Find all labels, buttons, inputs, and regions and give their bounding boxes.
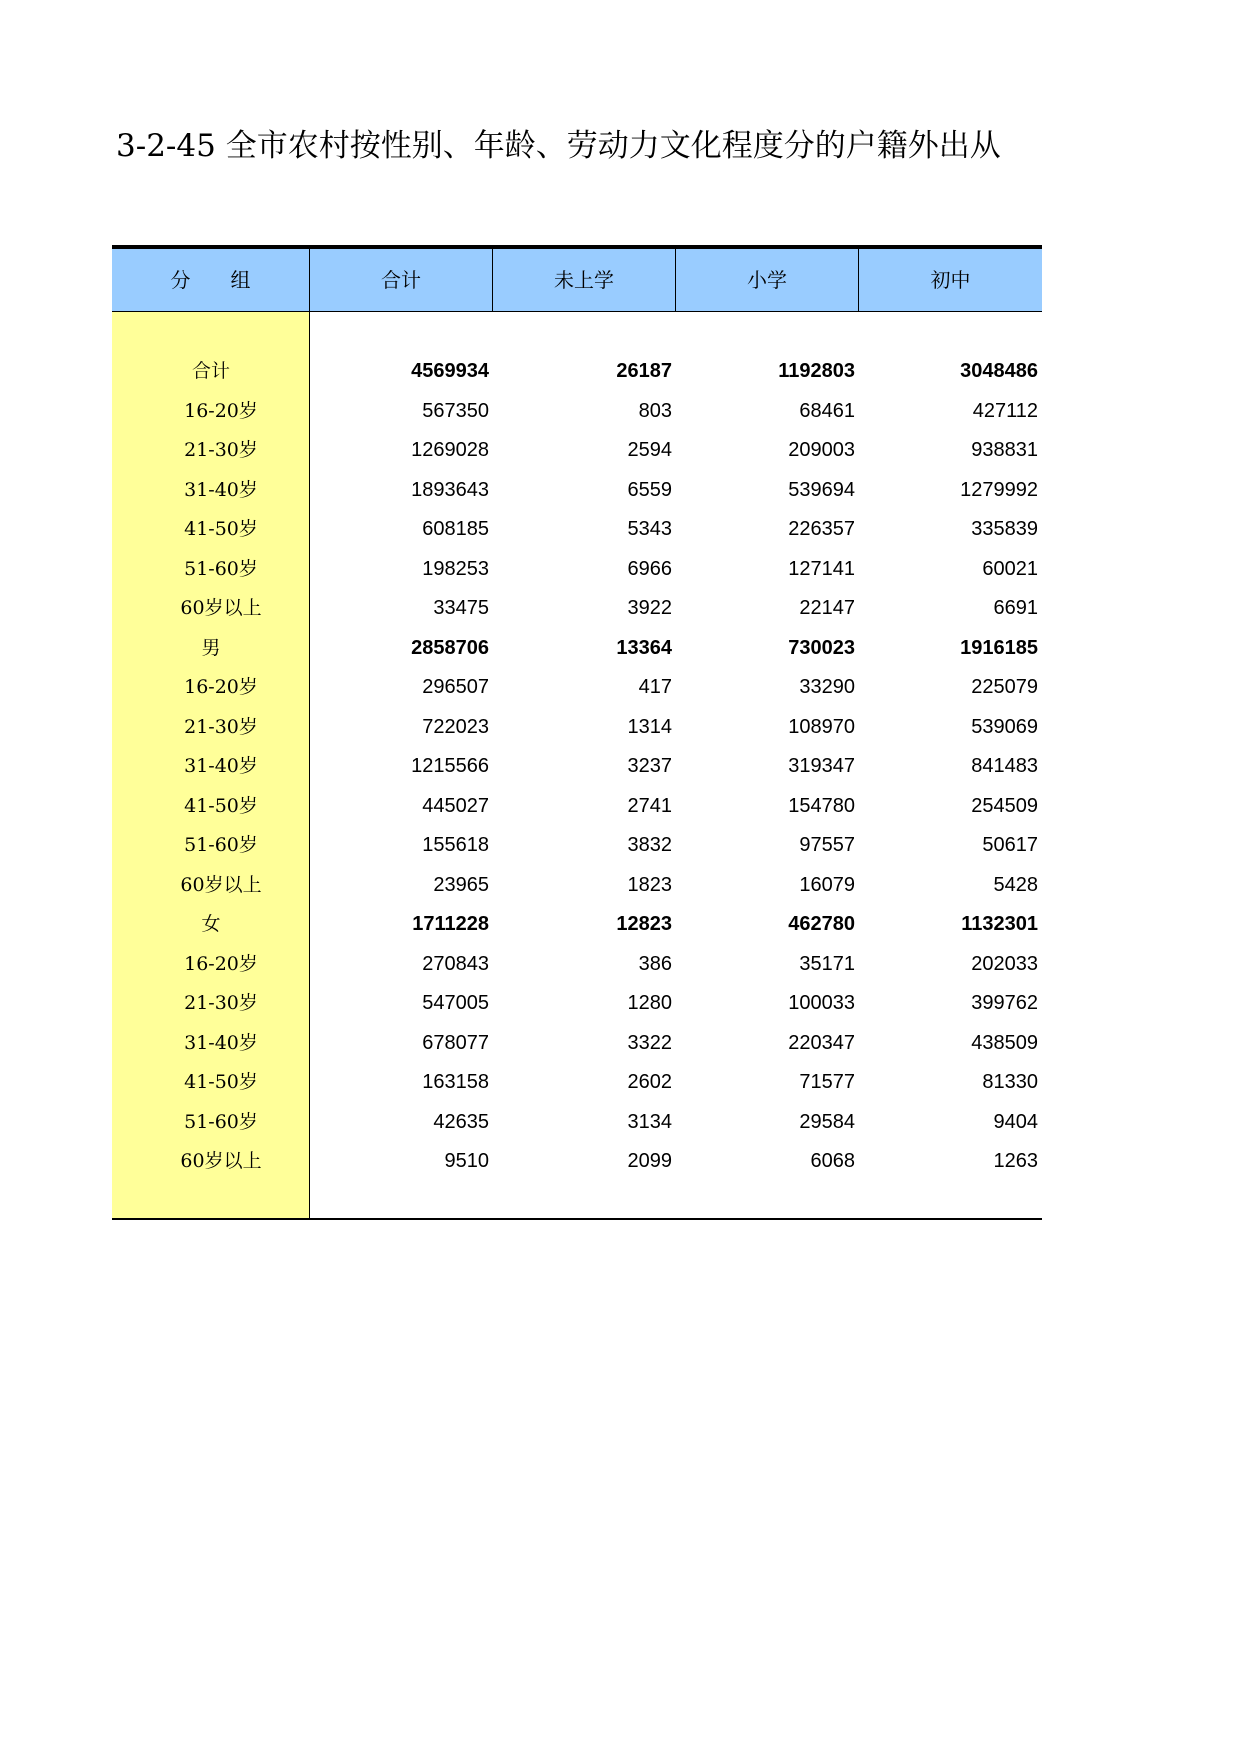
value-total: 1711228 bbox=[412, 913, 489, 935]
table-row bbox=[112, 1024, 1042, 1064]
row-group-label: 合计 bbox=[191, 360, 230, 382]
value-primary: 127141 bbox=[788, 557, 855, 580]
value-no-school: 3237 bbox=[627, 755, 672, 777]
table-row bbox=[112, 787, 1042, 827]
value-total: 567350 bbox=[422, 399, 489, 422]
value-primary: 33290 bbox=[799, 676, 855, 698]
value-no-school: 386 bbox=[638, 952, 672, 975]
value-no-school: 3134 bbox=[627, 1110, 672, 1133]
value-total: 4569934 bbox=[411, 360, 489, 382]
value-no-school: 2099 bbox=[627, 1150, 672, 1172]
table-row bbox=[112, 1103, 1042, 1143]
row-group-label: 31-40岁 bbox=[184, 1031, 258, 1054]
table-row bbox=[112, 392, 1042, 432]
value-total: 296507 bbox=[422, 676, 489, 698]
table-row bbox=[112, 510, 1042, 550]
value-no-school: 6559 bbox=[627, 478, 672, 501]
table-row bbox=[112, 471, 1042, 511]
value-primary: 730023 bbox=[788, 636, 855, 659]
row-group-label: 60岁以上 bbox=[180, 1150, 262, 1172]
table-row bbox=[112, 629, 1042, 669]
value-total: 445027 bbox=[422, 794, 489, 817]
value-junior-high: 399762 bbox=[971, 992, 1038, 1014]
value-junior-high: 6691 bbox=[993, 597, 1038, 619]
value-junior-high: 9404 bbox=[993, 1110, 1038, 1133]
value-total: 198253 bbox=[422, 557, 489, 580]
value-primary: 220347 bbox=[788, 1031, 855, 1054]
value-total: 163158 bbox=[422, 1071, 489, 1093]
value-primary: 108970 bbox=[788, 715, 855, 738]
value-total: 9510 bbox=[444, 1150, 489, 1172]
header-no-school: 未上学 bbox=[493, 249, 676, 311]
value-primary: 71577 bbox=[799, 1071, 855, 1093]
table-row bbox=[112, 747, 1042, 787]
value-junior-high: 1263 bbox=[993, 1150, 1038, 1172]
row-group-label: 16-20岁 bbox=[184, 952, 258, 975]
value-primary: 539694 bbox=[788, 478, 855, 501]
value-junior-high: 1279992 bbox=[960, 478, 1038, 501]
value-junior-high: 438509 bbox=[971, 1031, 1038, 1054]
value-primary: 319347 bbox=[788, 755, 855, 777]
value-no-school: 12823 bbox=[616, 913, 672, 935]
table-row bbox=[112, 550, 1042, 590]
value-primary: 226357 bbox=[788, 518, 855, 540]
value-junior-high: 335839 bbox=[971, 518, 1038, 540]
value-total: 1269028 bbox=[411, 439, 489, 461]
value-junior-high: 202033 bbox=[971, 952, 1038, 975]
header-junior-high: 初中 bbox=[930, 268, 971, 292]
table-row bbox=[112, 431, 1042, 471]
value-total: 547005 bbox=[422, 992, 489, 1014]
value-total: 1893643 bbox=[411, 478, 489, 501]
table-row bbox=[112, 708, 1042, 748]
value-primary: 22147 bbox=[799, 597, 855, 619]
row-group-label: 41-50岁 bbox=[184, 518, 258, 540]
data-table bbox=[112, 245, 1042, 1220]
value-total: 33475 bbox=[433, 597, 489, 619]
table-body bbox=[112, 352, 1042, 1182]
row-group-label: 16-20岁 bbox=[184, 676, 258, 698]
value-junior-high: 225079 bbox=[971, 676, 1038, 698]
value-total: 608185 bbox=[422, 518, 489, 540]
table-row bbox=[112, 352, 1042, 392]
table-row bbox=[112, 826, 1042, 866]
value-junior-high: 81330 bbox=[982, 1071, 1038, 1093]
row-group-label: 60岁以上 bbox=[180, 597, 262, 619]
value-primary: 1192803 bbox=[778, 360, 855, 382]
row-group-label: 21-30岁 bbox=[184, 439, 258, 461]
table-bottom-rule bbox=[112, 1218, 1042, 1220]
value-primary: 100033 bbox=[788, 992, 855, 1014]
table-row bbox=[112, 984, 1042, 1024]
value-primary: 29584 bbox=[799, 1110, 855, 1133]
row-group-label: 51-60岁 bbox=[184, 557, 258, 580]
header-group: 分 组 bbox=[112, 249, 310, 311]
row-group-label: 41-50岁 bbox=[184, 1071, 258, 1093]
value-junior-high: 1132301 bbox=[961, 913, 1038, 935]
value-junior-high: 841483 bbox=[971, 755, 1038, 777]
value-junior-high: 60021 bbox=[982, 557, 1038, 580]
row-group-label: 31-40岁 bbox=[184, 478, 258, 501]
table-row bbox=[112, 1142, 1042, 1182]
table-row bbox=[112, 668, 1042, 708]
value-junior-high: 938831 bbox=[971, 439, 1038, 461]
value-no-school: 803 bbox=[638, 399, 672, 422]
table-row bbox=[112, 866, 1042, 906]
value-junior-high: 50617 bbox=[982, 834, 1038, 856]
value-no-school: 3922 bbox=[627, 597, 672, 619]
value-no-school: 5343 bbox=[627, 518, 672, 540]
value-total: 722023 bbox=[422, 715, 489, 738]
value-no-school: 3832 bbox=[627, 834, 672, 856]
value-junior-high: 427112 bbox=[972, 399, 1038, 422]
value-total: 155618 bbox=[422, 834, 489, 856]
value-junior-high: 1916185 bbox=[960, 636, 1038, 659]
value-junior-high: 254509 bbox=[971, 794, 1038, 817]
value-primary: 209003 bbox=[788, 439, 855, 461]
value-total: 42635 bbox=[433, 1110, 489, 1133]
value-junior-high: 539069 bbox=[971, 715, 1038, 738]
row-group-label: 21-30岁 bbox=[184, 715, 258, 738]
value-total: 678077 bbox=[422, 1031, 489, 1054]
value-no-school: 3322 bbox=[627, 1031, 672, 1054]
value-total: 1215566 bbox=[411, 755, 489, 777]
row-group-label: 51-60岁 bbox=[184, 834, 258, 856]
value-no-school: 13364 bbox=[616, 636, 672, 659]
row-group-label: 男 bbox=[201, 636, 221, 659]
value-primary: 97557 bbox=[799, 834, 855, 856]
value-no-school: 6966 bbox=[627, 557, 672, 580]
header-primary: 小学 bbox=[676, 249, 859, 311]
table-row bbox=[112, 589, 1042, 629]
value-primary: 462780 bbox=[788, 913, 855, 935]
table-row bbox=[112, 1063, 1042, 1103]
table-header-row bbox=[112, 249, 1042, 312]
row-group-label: 41-50岁 bbox=[184, 794, 258, 817]
value-no-school: 1823 bbox=[627, 873, 672, 896]
page-title: 3-2-45 全市农村按性别、年龄、劳动力文化程度分的户籍外出从 bbox=[116, 128, 1001, 164]
row-group-label: 21-30岁 bbox=[184, 992, 258, 1014]
value-no-school: 26187 bbox=[616, 360, 672, 382]
value-total: 270843 bbox=[422, 952, 489, 975]
value-no-school: 2594 bbox=[627, 439, 672, 461]
header-total: 合计 bbox=[310, 249, 493, 311]
row-group-label: 60岁以上 bbox=[180, 873, 262, 896]
value-total: 23965 bbox=[433, 873, 489, 896]
value-no-school: 2602 bbox=[627, 1071, 672, 1093]
row-group-label: 31-40岁 bbox=[184, 755, 258, 777]
value-junior-high: 3048486 bbox=[960, 360, 1038, 382]
value-no-school: 1280 bbox=[627, 992, 672, 1014]
value-no-school: 1314 bbox=[627, 715, 672, 738]
row-group-label: 51-60岁 bbox=[184, 1110, 258, 1133]
row-group-label: 16-20岁 bbox=[184, 399, 258, 422]
value-primary: 68461 bbox=[799, 399, 855, 422]
table-row bbox=[112, 905, 1042, 945]
row-group-label: 女 bbox=[201, 913, 221, 935]
value-total: 2858706 bbox=[411, 636, 489, 659]
value-no-school: 417 bbox=[638, 676, 672, 698]
value-primary: 16079 bbox=[799, 873, 855, 896]
value-primary: 154780 bbox=[788, 794, 855, 817]
value-junior-high: 5428 bbox=[993, 873, 1038, 896]
value-no-school: 2741 bbox=[627, 794, 672, 817]
table-row bbox=[112, 945, 1042, 985]
value-primary: 35171 bbox=[799, 952, 855, 975]
value-primary: 6068 bbox=[810, 1150, 855, 1172]
